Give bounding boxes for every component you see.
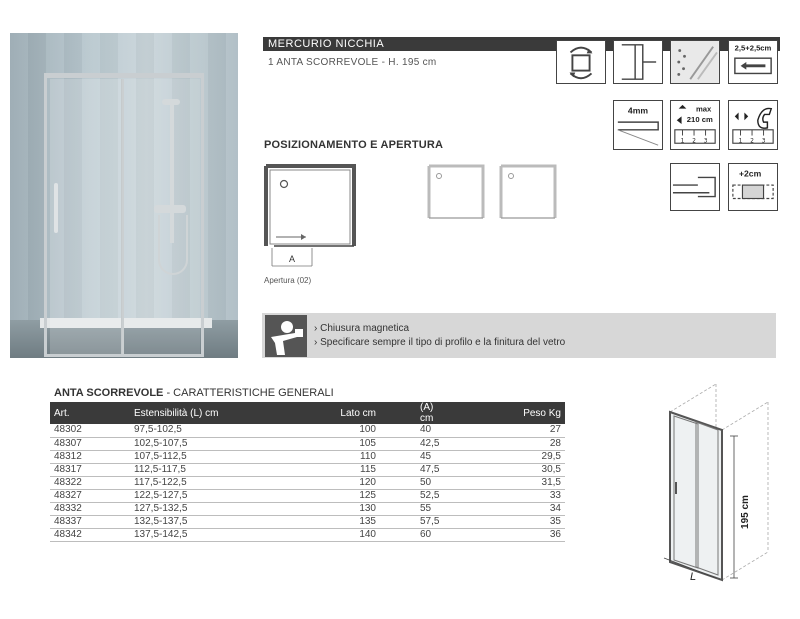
extension-profile-icon <box>728 163 778 211</box>
cell-a: 50 <box>380 476 450 489</box>
cell-a: 47,5 <box>380 463 450 476</box>
cell-art: 48337 <box>50 516 130 529</box>
cell-art: 48312 <box>50 450 130 463</box>
cell-side: 140 <box>280 529 380 542</box>
cell-extensibility: 102,5-107,5 <box>130 437 280 450</box>
col-header-art: Art. <box>54 407 70 419</box>
width-label: L <box>690 571 697 583</box>
cell-extensibility: 107,5-112,5 <box>130 450 280 463</box>
position-diagram-main <box>262 162 358 272</box>
cell-side: 105 <box>280 437 380 450</box>
table-row <box>50 503 565 516</box>
cell-art: 48322 <box>50 476 130 489</box>
col-header-side: Lato cm <box>340 407 376 419</box>
glass-treatment-icon <box>670 40 720 84</box>
svg-text:2: 2 <box>750 138 754 145</box>
cell-side: 125 <box>280 489 380 502</box>
svg-text:1: 1 <box>738 138 743 145</box>
info-line-1: › Chiusura magnetica <box>314 323 410 334</box>
cell-extensibility: 127,5-132,5 <box>130 503 280 516</box>
cell-a: 60 <box>380 529 450 542</box>
profile-icon <box>613 40 663 84</box>
info-bar <box>262 313 776 358</box>
cell-a: 42,5 <box>380 437 450 450</box>
table-title: ANTA SCORREVOLE - CARATTERISTICHE GENERALI <box>54 387 334 399</box>
cell-weight: 31,5 <box>450 476 565 489</box>
svg-text:4mm: 4mm <box>627 105 649 116</box>
cell-art: 48332 <box>50 503 130 516</box>
cell-extensibility: 112,5-117,5 <box>130 463 280 476</box>
svg-text:3: 3 <box>703 138 708 145</box>
cell-side: 135 <box>280 516 380 529</box>
cell-extensibility: 132,5-137,5 <box>130 516 280 529</box>
adjustment-icon <box>728 40 778 84</box>
cell-art: 48302 <box>50 424 130 437</box>
installer-icon <box>265 315 307 357</box>
table-row <box>50 489 565 502</box>
cell-weight: 30,5 <box>450 463 565 476</box>
info-line-2: › Specificare sempre il tipo di profilo e la finitura del vetro <box>314 337 566 348</box>
cell-a: 40 <box>380 424 450 437</box>
cell-weight: 27 <box>450 424 565 437</box>
technical-drawing <box>650 382 790 592</box>
specs-table <box>50 402 565 542</box>
product-photo <box>10 33 238 358</box>
product-title: MERCURIO NICCHIA <box>268 38 385 50</box>
svg-text:max: max <box>695 104 712 114</box>
cell-side: 120 <box>280 476 380 489</box>
cell-side: 115 <box>280 463 380 476</box>
reversible-icon <box>556 40 606 84</box>
svg-text:3: 3 <box>761 138 766 145</box>
wall-profile-icon <box>670 163 720 211</box>
table-header-row <box>50 402 565 424</box>
position-diagram-alt-2 <box>497 162 559 222</box>
cell-a: 45 <box>380 450 450 463</box>
glass-thickness-icon <box>613 100 663 150</box>
svg-text:A: A <box>288 254 296 264</box>
col-header-weight: Peso Kg <box>523 407 561 419</box>
svg-text:2: 2 <box>692 138 696 145</box>
table-row <box>50 463 565 476</box>
svg-text:210 cm: 210 cm <box>686 115 713 125</box>
measure-phone-icon <box>728 100 778 150</box>
svg-text:+2cm: +2cm <box>738 168 762 179</box>
cell-extensibility: 137,5-142,5 <box>130 529 280 542</box>
table-row <box>50 424 565 437</box>
cell-art: 48317 <box>50 463 130 476</box>
cell-side: 130 <box>280 503 380 516</box>
position-caption: Apertura (02) <box>264 276 312 285</box>
product-subtitle: 1 ANTA SCORREVOLE - H. 195 cm <box>268 57 437 68</box>
cell-weight: 33 <box>450 489 565 502</box>
table-row <box>50 437 565 450</box>
col-header-extensibility: Estensibilità (L) cm <box>134 407 219 419</box>
svg-text:2,5+2,5cm: 2,5+2,5cm <box>734 43 772 53</box>
cell-weight: 34 <box>450 503 565 516</box>
cell-a: 55 <box>380 503 450 516</box>
table-row <box>50 476 565 489</box>
cell-extensibility: 117,5-122,5 <box>130 476 280 489</box>
cell-extensibility: 122,5-127,5 <box>130 489 280 502</box>
cell-weight: 28 <box>450 437 565 450</box>
cell-weight: 29,5 <box>450 450 565 463</box>
cell-a: 57,5 <box>380 516 450 529</box>
cell-art: 48307 <box>50 437 130 450</box>
section-title: POSIZIONAMENTO E APERTURA <box>264 139 444 151</box>
cell-weight: 36 <box>450 529 565 542</box>
cell-side: 110 <box>280 450 380 463</box>
cell-art: 48342 <box>50 529 130 542</box>
position-diagram-alt-1 <box>425 162 487 222</box>
cell-a: 52,5 <box>380 489 450 502</box>
table-row <box>50 450 565 463</box>
max-width-icon <box>670 100 720 150</box>
cell-art: 48327 <box>50 489 130 502</box>
table-row <box>50 516 565 529</box>
cell-side: 100 <box>280 424 380 437</box>
cell-weight: 35 <box>450 516 565 529</box>
svg-text:1: 1 <box>680 138 685 145</box>
table-row <box>50 529 565 542</box>
cell-extensibility: 97,5-102,5 <box>130 424 280 437</box>
col-header-a: (A) cm <box>420 402 434 424</box>
height-label: 195 cm <box>740 495 751 529</box>
